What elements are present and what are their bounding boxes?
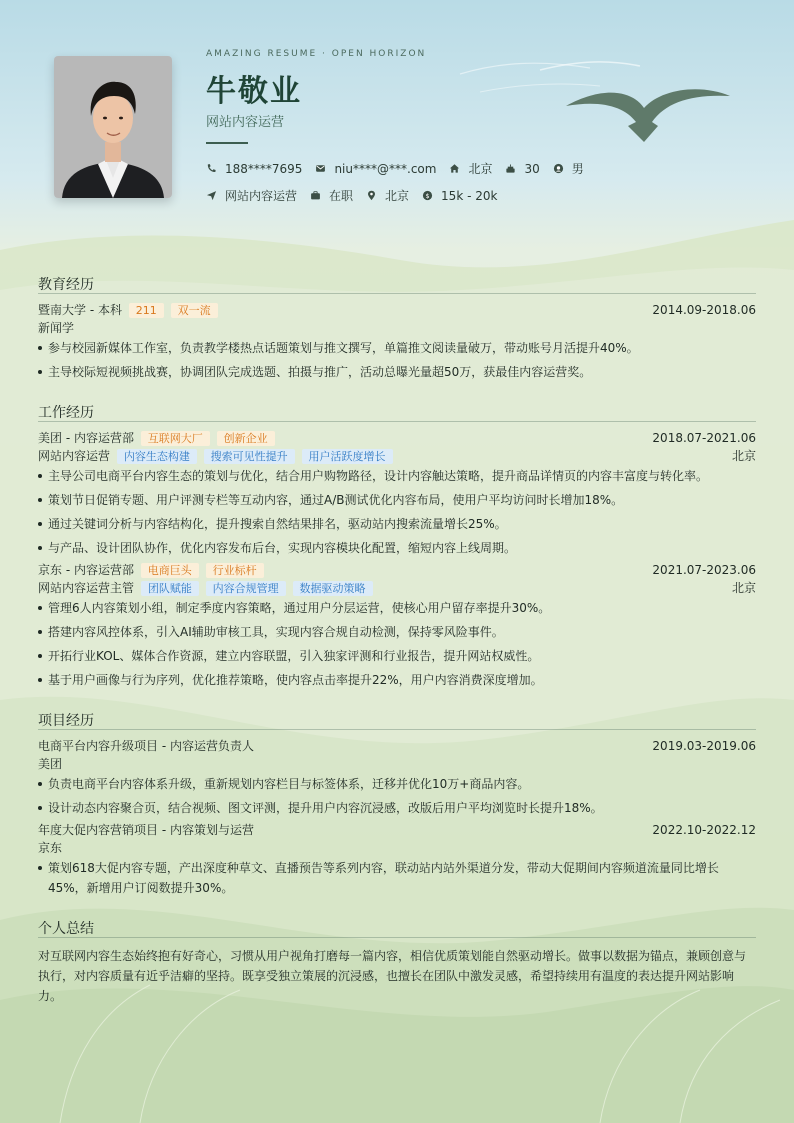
intent-position: 网站内容运营 — [206, 187, 297, 204]
job-company: 京东 - 内容运营部 — [38, 563, 134, 577]
job-company: 美团 - 内容运营部 — [38, 431, 134, 445]
education-header — [38, 302, 756, 319]
location-pin-icon — [366, 190, 377, 201]
job-role-row — [38, 580, 756, 597]
school-tag: 双一流 — [171, 303, 218, 318]
list-item: 搭建内容风控体系，引入AI辅助审核工具，实现内容合规自动检测，保持零风险事件。 — [38, 622, 756, 642]
job-header — [38, 562, 756, 579]
summary-divider — [38, 937, 756, 938]
education-divider — [38, 293, 756, 294]
intent-salary: $ 15k - 20k — [422, 189, 497, 203]
gender-icon — [553, 163, 564, 174]
project-period: 2019.03-2019.06 — [652, 739, 756, 753]
candidate-job-title: 网站内容运营 — [206, 115, 285, 130]
cake-icon — [505, 163, 516, 174]
summary-section-title: 个人总结 — [38, 921, 94, 937]
role-tag: 搜索可见性提升 — [204, 449, 295, 464]
mail-icon — [315, 163, 326, 174]
role-tag: 内容生态构建 — [117, 449, 197, 464]
list-item: 设计动态内容聚合页，结合视频、图文评测，提升用户内容沉浸感，改版后用户平均浏览时长提升18%。 — [38, 798, 756, 818]
company-tag: 电商巨头 — [141, 563, 199, 578]
education-school: 暨南大学 - 本科 — [38, 303, 122, 317]
home-icon — [449, 163, 460, 174]
list-item: 策划618大促内容专题，产出深度种草文、直播预告等系列内容，联动站内站外渠道分发，带动大促期间内容频道流量同比增长45%，新增用户订阅数提升30%。 — [38, 858, 756, 898]
intent-city: 北京 — [366, 187, 409, 204]
project-org: 美团 — [38, 757, 63, 771]
list-item: 与产品、设计团队协作，优化内容发布后台，实现内容模块化配置，缩短内容上线周期。 — [38, 538, 756, 558]
contact-age: 30 — [505, 162, 539, 176]
list-item: 开拓行业KOL、媒体合作资源，建立内容联盟，引入独家评测和行业报告，提升网站权威性。 — [38, 646, 756, 666]
phone-icon — [206, 163, 217, 174]
education-major: 新闻学 — [38, 321, 75, 335]
job-role-row — [38, 448, 756, 465]
contact-city: 北京 — [449, 160, 492, 177]
company-tag: 互联网大厂 — [141, 431, 210, 446]
send-icon — [206, 190, 217, 201]
role-tag: 用户活跃度增长 — [302, 449, 393, 464]
resume-tagline: AMAZING RESUME · OPEN HORIZON — [206, 49, 427, 59]
salary-icon — [422, 190, 433, 201]
role-tag: 数据驱动策略 — [293, 581, 373, 596]
education-period: 2014.09-2018.06 — [652, 303, 756, 317]
company-tag: 创新企业 — [217, 431, 275, 446]
list-item: 参与校园新媒体工作室，负责教学楼热点话题策划与推文撰写，单篇推文阅读量破万，带动账号月活提升40%。 — [38, 338, 756, 358]
project-header — [38, 822, 756, 839]
projects-divider — [38, 729, 756, 730]
job-intent-row — [206, 187, 510, 204]
contact-phone[interactable]: 188****7695 — [206, 162, 302, 176]
job-header — [38, 430, 756, 447]
portrait-image — [54, 56, 172, 198]
briefcase-icon — [310, 190, 321, 201]
list-item: 负责电商平台内容体系升级，重新规划内容栏目与标签体系，迁移并优化10万+商品内容。 — [38, 774, 756, 794]
role-tag: 团队赋能 — [141, 581, 199, 596]
svg-text:$: $ — [425, 191, 430, 200]
list-item: 管理6人内容策划小组，制定季度内容策略，通过用户分层运营，使核心用户留存率提升30%。 — [38, 598, 756, 618]
list-item: 主导公司电商平台内容生态的策划与优化，结合用户购物路径，设计内容触达策略，提升商品详情页的内容丰富度与转化率。 — [38, 466, 756, 486]
project-name: 电商平台内容升级项目 - 内容运营负责人 — [38, 739, 254, 753]
education-section-title: 教育经历 — [38, 277, 94, 293]
project-org: 京东 — [38, 841, 63, 855]
list-item: 策划节日促销专题、用户评测专栏等互动内容，通过A/B测试优化内容布局，使用户平均访问时长增加18%。 — [38, 490, 756, 510]
summary-text: 对互联网内容生态始终抱有好奇心，习惯从用户视角打磨每一篇内容，相信优质策划能自然驱动增长。做事以数据为锚点，兼顾创意与执行，对内容质量有近乎洁癖的坚持。既享受独立策展的沉浸感，也擅长在团队中激发灵感，希望持续用有温度的表达提升网站影响力。 — [38, 949, 747, 1003]
job-role: 网站内容运营主管 — [38, 581, 135, 595]
job-period: 2018.07-2021.06 — [652, 431, 756, 445]
work-section-title: 工作经历 — [38, 405, 94, 421]
work-divider — [38, 421, 756, 422]
project-name: 年度大促内容营销项目 - 内容策划与运营 — [38, 823, 254, 837]
contact-row — [206, 160, 597, 177]
avatar — [54, 56, 172, 198]
contact-gender: 男 — [553, 160, 584, 177]
candidate-name: 牛敬业 — [206, 74, 302, 109]
job-city: 北京 — [731, 581, 756, 595]
contact-email[interactable]: niu****@***.com — [315, 162, 436, 176]
projects-section-title: 项目经历 — [38, 713, 94, 729]
job-city: 北京 — [731, 449, 756, 463]
role-tag: 内容合规管理 — [206, 581, 286, 596]
list-item: 基于用户画像与行为序列，优化推荐策略，使内容点击率提升22%，用户内容消费深度增加。 — [38, 670, 756, 690]
project-period: 2022.10-2022.12 — [652, 823, 756, 837]
title-divider — [206, 142, 248, 144]
job-period: 2021.07-2023.06 — [652, 563, 756, 577]
list-item: 通过关键词分析与内容结构化，提升搜索自然结果排名，驱动站内搜索流量增长25%。 — [38, 514, 756, 534]
list-item: 主导校际短视频挑战赛，协调团队完成选题、拍摄与推广，活动总曝光量超50万，获最佳内容运营奖。 — [38, 362, 756, 382]
project-header — [38, 738, 756, 755]
school-tag: 211 — [129, 303, 164, 318]
job-role: 网站内容运营 — [38, 449, 111, 463]
company-tag: 行业标杆 — [206, 563, 264, 578]
intent-status: 在职 — [310, 187, 353, 204]
